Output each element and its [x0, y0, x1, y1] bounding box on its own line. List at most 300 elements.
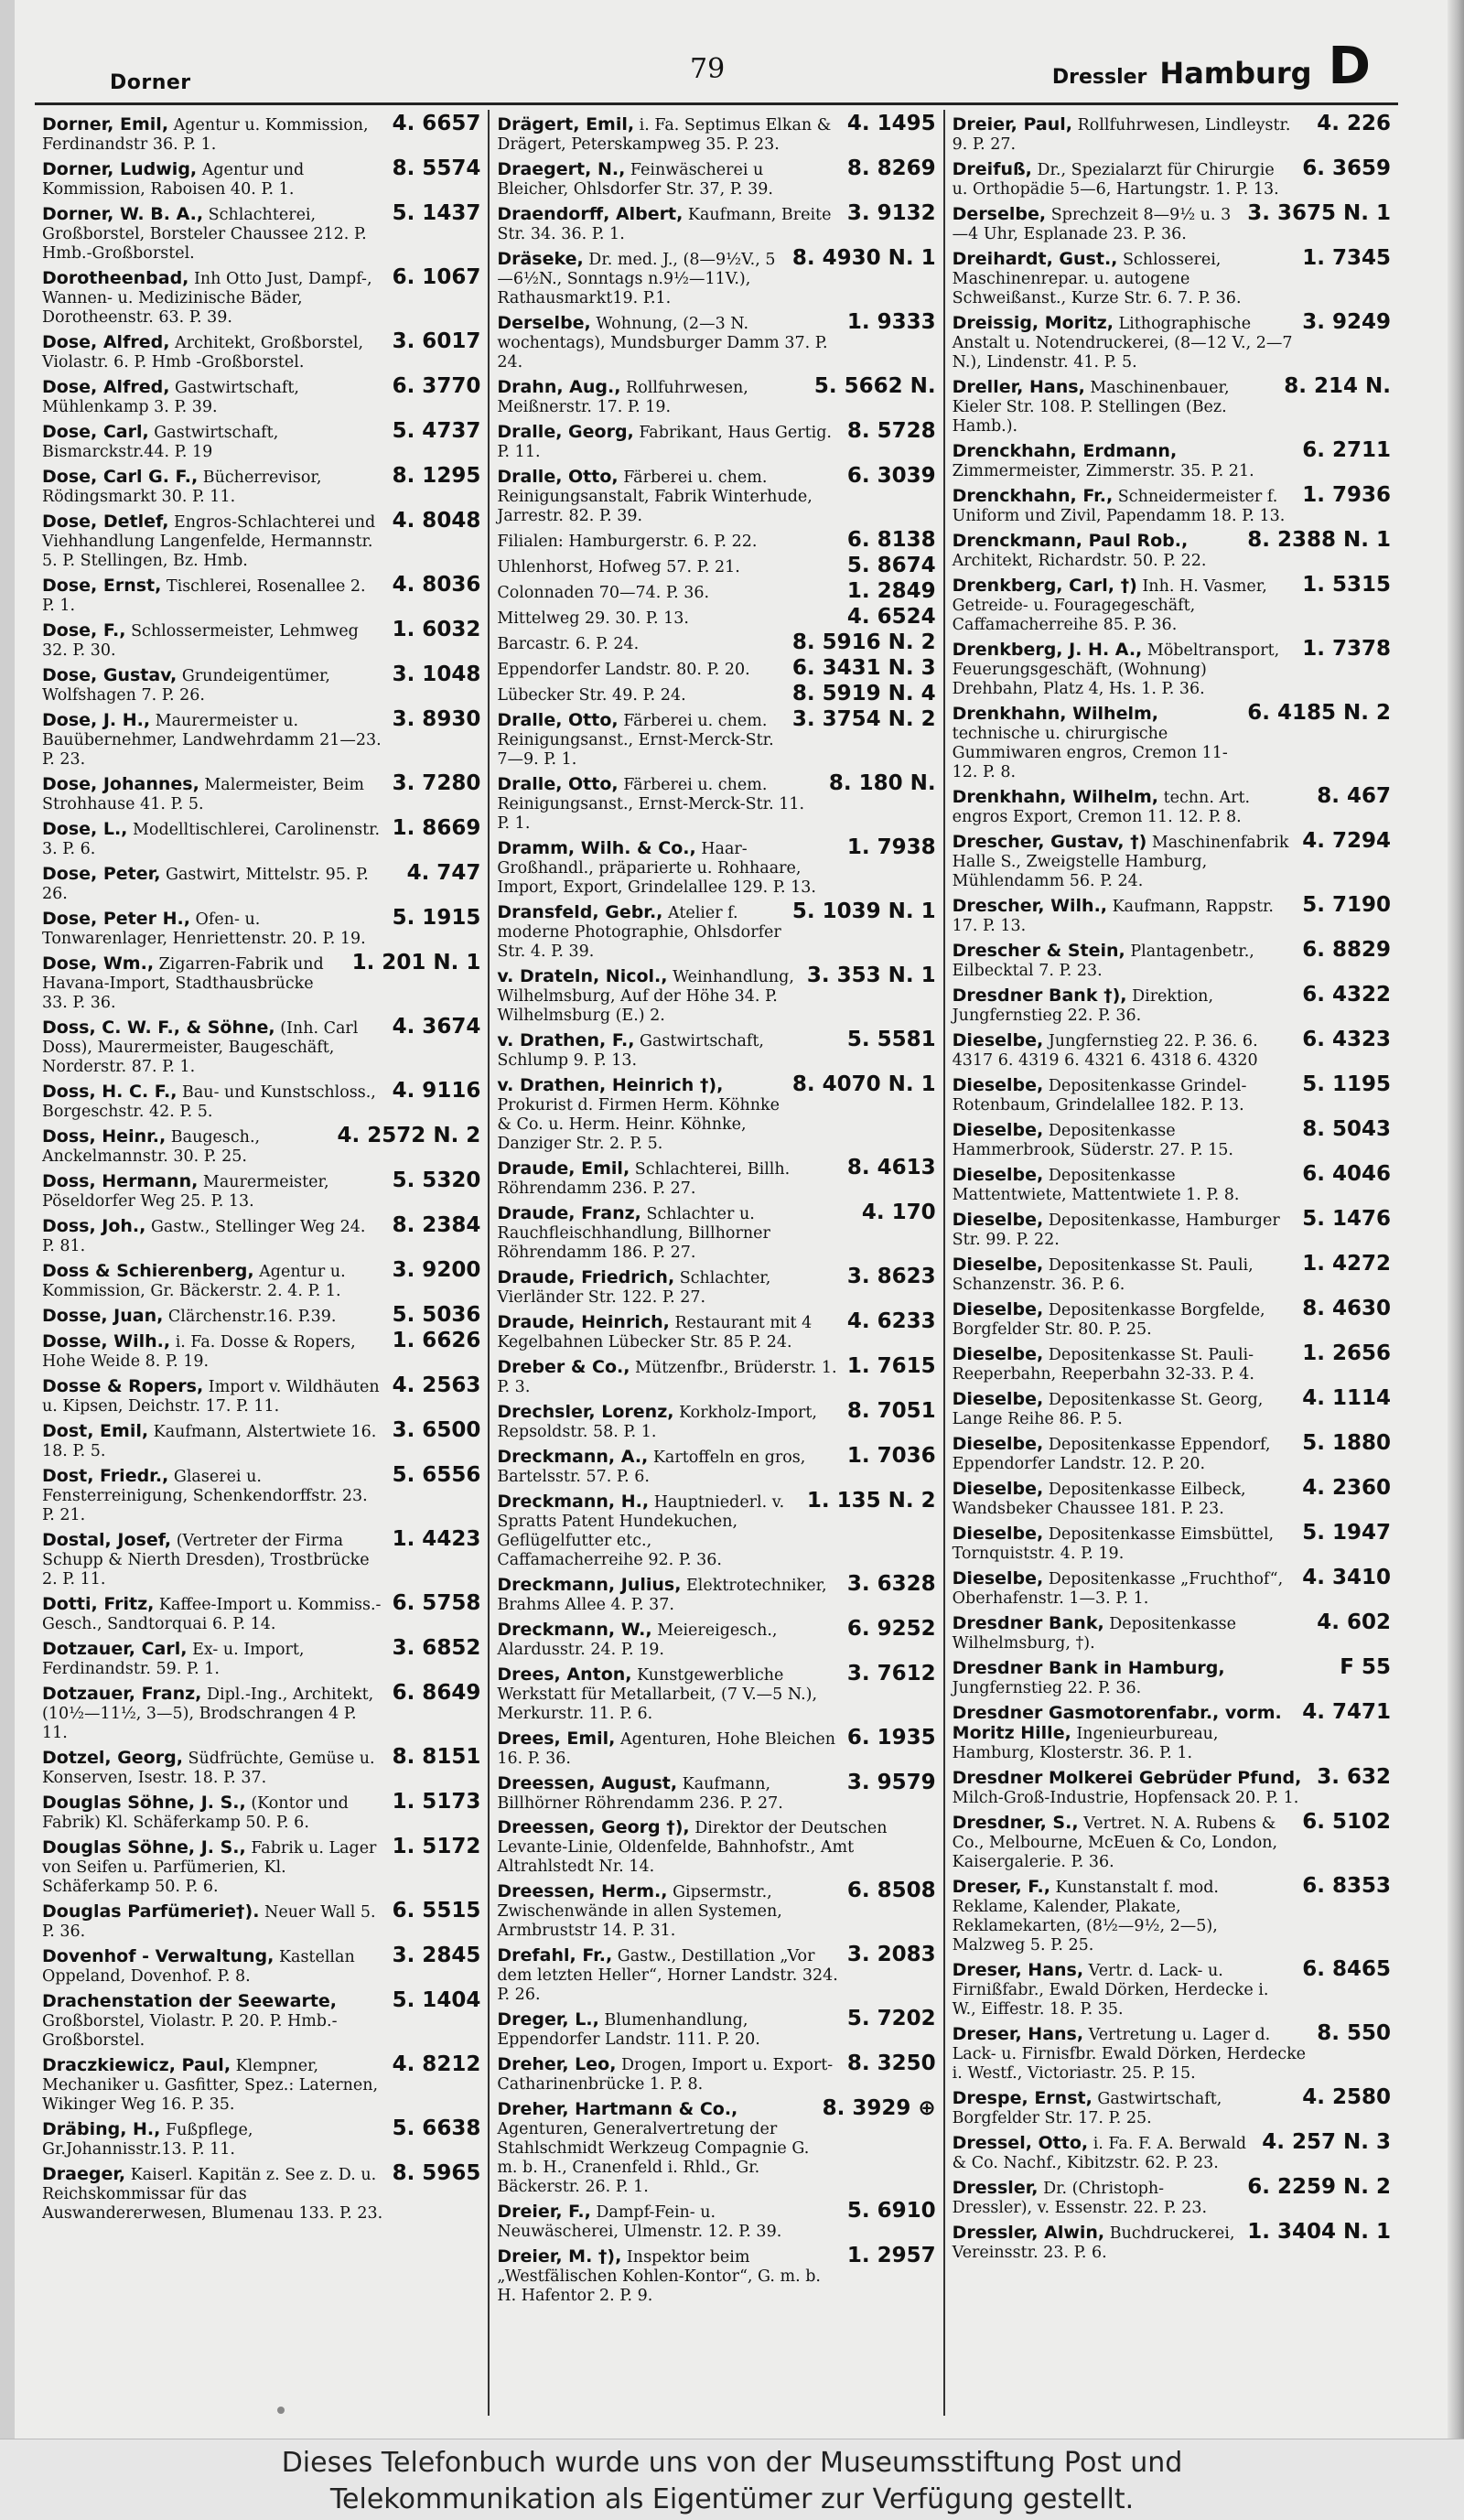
entry-phone: 4. 3410	[1302, 1566, 1391, 1589]
entry-text	[953, 314, 1294, 372]
entry-name: Dose, Ernst,	[42, 576, 162, 596]
entry-phone: 6. 8138	[846, 528, 936, 552]
entry-address: Dr. med. J., (8—9½V., 5—6½N., Sonntags n.9½—11V.), Rathausmarkt19. P.1.	[497, 251, 776, 307]
directory-entry	[952, 483, 1391, 526]
entry-body	[42, 1681, 481, 1743]
entry-text	[42, 1262, 383, 1301]
entry-name: Dost, Friedr.,	[42, 1466, 169, 1486]
entry-address: Südfrüchte, Gemüse u. Konserven, Isestr. 18. P. 37.	[42, 1750, 375, 1787]
entry-text	[497, 205, 838, 244]
entry-body	[42, 1418, 481, 1461]
entry-text	[953, 1435, 1294, 1474]
entry-body	[42, 265, 481, 328]
directory-entry	[953, 1030, 1391, 1071]
directory-entry	[497, 2009, 935, 2050]
entry-body	[952, 438, 1391, 481]
entry-body	[953, 1299, 1391, 1340]
entry-body	[42, 2161, 481, 2224]
entry-body	[952, 1810, 1391, 1872]
entry-body	[497, 605, 936, 629]
entry-name: Dorotheenbad,	[42, 268, 189, 288]
entry-address: Direktion, Jungfernstieg 22. P. 36.	[952, 987, 1214, 1025]
entry-text	[953, 833, 1294, 891]
entry-address: Depositenkasse Eilbeck, Wandsbeker Chaussee 181. P. 23.	[952, 1481, 1246, 1518]
entry-body	[42, 1745, 481, 1788]
directory-entry	[497, 556, 935, 577]
entry-body	[42, 1463, 481, 1525]
entry-phone: 5. 1437	[392, 201, 481, 225]
entry-body	[42, 816, 481, 859]
entry-text	[953, 1031, 1294, 1071]
directory-entry	[42, 1463, 481, 1525]
entry-phone: 1. 2849	[846, 579, 936, 603]
directory-entry	[952, 938, 1391, 981]
entry-body	[952, 1476, 1391, 1519]
entry-phone: 3. 2845	[392, 1944, 481, 1967]
entry-address: Gastw., Stellinger Weg 24. P. 81.	[42, 1218, 366, 1255]
entry-body	[952, 938, 1391, 981]
entry-text	[497, 250, 783, 308]
entry-phone: 6. 8829	[1302, 938, 1391, 962]
entry-text	[953, 1524, 1294, 1564]
directory-entry	[42, 1636, 481, 1679]
entry-address: Depositenkasse „Fruchthof“, Oberhafenstr. 1—3. P. 1.	[952, 1570, 1284, 1608]
entry-phone: 4. 1114	[1302, 1386, 1391, 1410]
entry-phone: 4. 1495	[846, 112, 936, 135]
page-edge	[1448, 0, 1464, 2439]
entry-address: Färberei u. chem. Reinigungsanst., Ernst-Merck-Str. 7—9. P. 1.	[497, 712, 774, 769]
entry-phone: 3. 3675 N. 1	[1247, 201, 1391, 225]
directory-entry	[42, 1527, 481, 1589]
directory-entry	[497, 1773, 935, 1814]
entry-name: Dostal, Josef,	[42, 1530, 172, 1550]
entry-phone: 1. 2656	[1302, 1341, 1391, 1365]
entry-text	[497, 1665, 838, 1724]
entry-body	[42, 1213, 481, 1256]
entry-body	[42, 953, 480, 1013]
entry-phone: 8. 4930 N. 1	[791, 246, 936, 270]
entry-name: Dreckmann, Julius,	[497, 1575, 682, 1595]
entry-body	[952, 1117, 1391, 1160]
entry-name: Dransfeld, Gebr.,	[497, 902, 663, 922]
entry-phone: 1. 5315	[1302, 573, 1391, 597]
directory-entry	[42, 771, 481, 814]
directory-entry	[497, 528, 936, 552]
entry-phone: 6. 4322	[1302, 983, 1391, 1007]
entry-address: Schlosserei, Maschinenrepar. u. autogene Schweißanst., Kurze Str. 6. 7. P. 36.	[952, 251, 1242, 307]
directory-entry	[497, 1354, 936, 1397]
entry-text	[42, 1992, 383, 2051]
entry-phone: 6. 8465	[1302, 1957, 1391, 1981]
entry-address: Architekt, Richardstr. 50. P. 22.	[952, 552, 1207, 570]
column-3	[945, 110, 1398, 2434]
entry-text	[42, 954, 343, 1013]
entry-text	[497, 557, 740, 577]
entry-name: Dose, J. H.,	[42, 710, 151, 730]
directory-entry	[42, 201, 481, 264]
entry-phone: 5. 5320	[392, 1168, 481, 1192]
directory-entry	[42, 156, 481, 199]
entry-text	[497, 378, 805, 417]
entry-body	[42, 1168, 481, 1212]
directory-entry	[497, 464, 936, 526]
entry-text	[42, 910, 383, 949]
entry-phone: 3. 632	[1317, 1765, 1391, 1789]
entry-body	[952, 528, 1391, 571]
entry-phone: 1. 4423	[392, 1527, 481, 1551]
entry-body	[952, 1341, 1391, 1384]
entry-text	[953, 897, 1294, 936]
directory-entry	[42, 329, 481, 372]
directory-entry	[952, 2085, 1391, 2128]
directory-entry	[952, 1655, 1391, 1698]
entry-address: Kaffee-Import u. Kommiss.-Gesch., Sandtorquai 6. P. 14.	[42, 1596, 382, 1633]
entry-phone: 5. 1039 N. 1	[791, 899, 936, 923]
directory-entry	[497, 246, 936, 308]
entry-address: Vertretung u. Lager d. Lack- u. Firnisfbr. Ewald Dörken, Herdecke i. Westf., Victoriastr. 25. P. 15.	[952, 2026, 1307, 2083]
entry-name: Draendorff, Albert,	[497, 204, 684, 224]
entry-name: Dreher, Hartmann & Co.,	[497, 2099, 738, 2119]
entry-body	[497, 374, 936, 417]
entry-address: Rollfuhrwesen, Lindleystr. 9. P. 27.	[952, 116, 1291, 154]
entry-name: Draegert, N.,	[497, 159, 626, 179]
header-first-entry: Dorner	[110, 71, 191, 94]
entry-text	[497, 2010, 838, 2050]
entry-text	[42, 1531, 383, 1589]
entry-body	[952, 374, 1391, 436]
entry-address: Prokurist d. Firmen Herm. Köhnke & Co. u. Herm. Heinr. Köhnke, Danziger Str. 2. P. 5.	[497, 1096, 780, 1153]
entry-name: Douglas Parfümerie†).	[42, 1901, 260, 1922]
entry-text	[953, 487, 1294, 526]
entry-phone: 4. 226	[1317, 112, 1391, 135]
entry-address: Direktor der Deutschen Levante-Linie, Oldenfelde, Bahnhofstr., Amt Altrahlstedt Nr. 14.	[497, 1819, 888, 1876]
directory-entry	[952, 1700, 1391, 1763]
entry-name: Dralle, Otto,	[497, 774, 619, 794]
entry-text	[497, 1729, 838, 1769]
entry-body	[497, 464, 936, 526]
entry-text	[497, 1403, 838, 1442]
entry-text	[953, 115, 1308, 155]
entry-body	[497, 1030, 935, 1071]
entry-phone: 1. 135 N. 2	[806, 1489, 936, 1513]
entry-text	[953, 1814, 1294, 1872]
entry-phone: 6. 8353	[1302, 1874, 1391, 1898]
entry-phone: 3. 9132	[846, 201, 936, 225]
entry-text	[497, 903, 783, 962]
entry-phone: 5. 6910	[846, 2199, 936, 2223]
entry-address: Schlachter, Vierländer Str. 122. P. 27.	[497, 1269, 771, 1307]
entry-body	[952, 156, 1391, 199]
directory-entry	[952, 1610, 1391, 1653]
entry-text	[497, 967, 798, 1026]
entry-name: Drescher, Wilh.,	[952, 896, 1108, 916]
entry-address: Ingenieurbureau, Hamburg, Klosterstr. 36. P. 1.	[952, 1725, 1219, 1762]
entry-body	[497, 310, 936, 372]
entry-body	[42, 861, 481, 904]
entry-phone: 5. 5581	[846, 1028, 936, 1051]
entry-name: Derselbe,	[497, 313, 591, 333]
directory-entry	[42, 1681, 481, 1743]
directory-entry	[952, 2021, 1391, 2084]
directory-entry	[42, 464, 481, 507]
directory-entry	[952, 573, 1391, 635]
entry-text	[42, 1793, 383, 1833]
directory-entry	[953, 1299, 1391, 1340]
entry-name: Dreessen, Herm.,	[497, 1881, 668, 1901]
entry-text	[497, 634, 639, 654]
entry-text	[42, 1467, 383, 1525]
entry-text	[42, 512, 383, 571]
directory-entry	[497, 2096, 936, 2197]
directory-entry	[952, 156, 1391, 199]
entry-body	[497, 771, 936, 834]
entry-address: Modelltischlerei, Carolinenstr. 3. P. 6.	[42, 821, 381, 858]
directory-entry	[42, 1126, 480, 1167]
entry-address: Schlachterei, Großborstel, Borsteler Chaussee 212. P. Hmb.-Großborstel.	[42, 206, 367, 263]
entry-name: Dieselbe,	[952, 1479, 1044, 1499]
entry-body	[497, 1203, 935, 1263]
header-city: Hamburg	[1159, 56, 1312, 91]
entry-address: Kaufmann, Rappstr. 17. P. 13.	[952, 898, 1274, 935]
entry-name: Dost, Emil,	[42, 1421, 149, 1441]
directory-entry	[497, 374, 936, 417]
entry-text	[497, 685, 685, 705]
directory-entry	[952, 1810, 1391, 1872]
entry-name: Dieselbe,	[952, 1568, 1044, 1588]
entry-body	[952, 1765, 1391, 1808]
entry-text	[42, 1595, 383, 1634]
entry-body	[42, 1258, 481, 1301]
entry-address: Atelier f. moderne Photographie, Ohlsdorfer Str. 4. P. 39.	[497, 904, 781, 961]
entry-text	[42, 1749, 383, 1788]
entry-name: Dralle, Otto,	[497, 467, 619, 487]
entry-address: Dampf-Fein- u. Neuwäscherei, Ulmenstr. 12. P. 39.	[497, 2203, 782, 2241]
entry-phone: 8. 180 N.	[828, 771, 936, 795]
entry-address: Ofen- u. Tonwarenlager, Henriettenstr. 20. P. 19.	[42, 910, 366, 948]
entry-address: Lübecker Str. 49. P. 24.	[497, 686, 686, 705]
entry-body	[952, 2130, 1391, 2173]
entry-phone: 4. 6524	[846, 605, 936, 629]
entry-address: Mützenfbr., Brüderstr. 1. P. 3.	[497, 1359, 837, 1396]
directory-entry	[497, 1664, 935, 1724]
entry-address: Maurermeister, Pöseldorfer Weg 25. P. 13.	[42, 1173, 329, 1211]
entry-text	[497, 583, 709, 603]
entry-text	[953, 1300, 1294, 1340]
entry-address: Färberei u. chem. Reinigungsanstalt, Fabrik Winterhude, Jarrestr. 82. P. 39.	[497, 468, 813, 525]
entry-name: Draeger,	[42, 2164, 126, 2184]
entry-phone: 5. 1476	[1302, 1207, 1391, 1231]
entry-text	[497, 115, 838, 155]
entry-text	[42, 820, 383, 859]
entry-body	[952, 1610, 1391, 1653]
entry-name: Drees, Anton,	[497, 1664, 632, 1685]
entry-body	[42, 374, 481, 417]
entry-text	[953, 1569, 1294, 1609]
entry-address: Dr., Spezialarzt für Chirurgie u. Orthopädie 5—6, Hartungstr. 1. P. 13.	[952, 161, 1279, 199]
entry-phone: 1. 7936	[1302, 483, 1391, 507]
entry-body	[42, 464, 481, 507]
directory-entry	[42, 1988, 481, 2051]
entry-name: Dieselbe,	[952, 1299, 1044, 1319]
entry-phone: 1. 7378	[1302, 637, 1391, 661]
entry-body	[497, 630, 936, 654]
directory-entry	[497, 1267, 935, 1308]
entry-phone: 3. 2083	[846, 1943, 936, 1966]
entry-name: Draude, Friedrich,	[497, 1267, 675, 1287]
entry-phone: 6. 9252	[846, 1617, 936, 1641]
entry-address: Depositenkasse Eimsbüttel, Tornquiststr. 4. P. 19.	[952, 1525, 1275, 1563]
directory-entry	[497, 1399, 936, 1442]
entry-phone: 1. 7345	[1302, 246, 1391, 270]
entry-address: Plantagenbetr., Eilbecktal 7. P. 23.	[952, 942, 1254, 980]
entry-address: Architekt, Großborstel, Violastr. 6. P. Hmb -Großborstel.	[42, 334, 364, 372]
entry-name: Drachenstation der Seewarte,	[42, 1991, 338, 2011]
entry-phone: 3. 6328	[846, 1572, 936, 1596]
directory-entry	[42, 1418, 481, 1461]
entry-text	[953, 1076, 1294, 1115]
entry-phone: 5. 1880	[1302, 1431, 1391, 1455]
directory-entry	[42, 707, 481, 770]
directory-entry	[952, 701, 1391, 782]
entry-phone: 4. 8036	[392, 573, 481, 597]
directory-entry	[497, 201, 936, 244]
entry-name: Dreessen, August,	[497, 1773, 678, 1793]
entry-phone: 5. 6638	[392, 2116, 481, 2140]
entry-text	[953, 1166, 1294, 1205]
entry-text	[42, 576, 383, 616]
page-number: 79	[690, 53, 726, 85]
entry-text	[497, 532, 757, 552]
entry-body	[952, 1521, 1391, 1564]
entry-address: Agenturen, Hohe Bleichen 16. P. 36.	[497, 1730, 835, 1768]
entry-text	[497, 839, 838, 898]
directory-entry	[42, 1837, 480, 1897]
entry-address: Schlachter u. Rauchfleischhandlung, Billhorner Röhrendamm 186. P. 27.	[497, 1205, 770, 1262]
entry-body	[952, 201, 1391, 244]
directory-entry	[42, 816, 481, 859]
entry-text	[42, 1332, 383, 1372]
entry-body	[952, 893, 1391, 936]
entry-name: Dieselbe,	[952, 1120, 1044, 1140]
entry-body	[497, 1309, 936, 1352]
entry-body	[42, 419, 481, 462]
entry-text	[497, 1313, 838, 1352]
header-right	[1052, 37, 1371, 96]
entry-body	[497, 1267, 935, 1308]
entry-phone: 1. 2957	[846, 2244, 936, 2267]
entry-body	[952, 2175, 1391, 2218]
entry-address: Fabrikant, Haus Gertig. P. 11.	[497, 424, 832, 461]
entry-phone: 5. 8674	[846, 554, 936, 577]
footer-line-2: Telekommunikation als Eigentümer zur Verfügung gestellt.	[329, 2483, 1135, 2515]
entry-phone: 1. 7615	[846, 1354, 936, 1378]
entry-body	[952, 1431, 1391, 1474]
entry-phone: 3. 7612	[846, 1662, 936, 1685]
entry-address: Eppendorfer Landstr. 80. P. 20.	[497, 661, 750, 679]
entry-body	[42, 1988, 481, 2051]
entry-text	[497, 1159, 838, 1199]
entry-text	[953, 705, 1239, 782]
entry-text	[42, 1640, 383, 1679]
entry-body	[42, 1303, 481, 1327]
directory-entry	[952, 201, 1391, 244]
entry-phone: 1. 4272	[1302, 1252, 1391, 1276]
entry-address: Agentur und Kommission, Raboisen 40. P. 1.	[42, 161, 305, 199]
entry-address: Depositenkasse St. Georg, Lange Reihe 86. P. 5.	[952, 1391, 1264, 1428]
entry-address: Glaserei u. Fensterreinigung, Schenkendorffstr. 23. P. 21.	[42, 1468, 368, 1524]
entry-name: Dose, Peter,	[42, 864, 161, 884]
entry-address: Bau- und Kunstschloss., Borgeschstr. 42. P. 5.	[42, 1083, 376, 1121]
entry-name: Dovenhof - Verwaltung,	[42, 1946, 274, 1966]
entry-address: Tischlerei, Rosenallee 2. P. 1.	[42, 577, 366, 615]
directory-entry	[952, 1162, 1391, 1205]
entry-body	[497, 2054, 935, 2095]
entry-phone: 4. 9116	[392, 1079, 481, 1103]
entry-phone: 5. 7202	[846, 2007, 936, 2030]
entry-text	[42, 711, 383, 770]
entry-address: Maschinenbauer, Kieler Str. 108. P. Stellingen (Bez. Hamb.).	[952, 379, 1230, 436]
entry-address: Gastwirtschaft, Borgfelder Str. 17. P. 25.	[952, 2090, 1222, 2127]
entry-body	[497, 556, 935, 577]
entry-phone: 6. 2259 N. 2	[1247, 2175, 1391, 2199]
entry-phone: 4. 2360	[1302, 1476, 1391, 1500]
entry-text	[497, 711, 783, 770]
entry-phone: 6. 8508	[846, 1879, 936, 1902]
entry-body	[497, 1158, 935, 1199]
directory-entry	[42, 620, 480, 661]
entry-name: Dressel, Otto,	[952, 2133, 1089, 2153]
entry-name: Draude, Emil,	[497, 1158, 630, 1179]
entry-name: Drespe, Ernst,	[952, 2088, 1093, 2108]
entry-body	[952, 1700, 1391, 1763]
entry-text	[42, 1172, 383, 1212]
entry-phone: 8. 5919 N. 4	[791, 682, 936, 705]
entry-address: technische u. chirurgische Gummiwaren engros, Cremon 11-12. P. 8.	[952, 725, 1228, 781]
page-header	[35, 0, 1389, 96]
entry-name: Dreller, Hans,	[952, 377, 1085, 397]
entry-name: Dreber & Co.,	[497, 1357, 630, 1377]
entry-name: Dramm, Wilh. & Co.,	[497, 838, 696, 858]
directory-entry	[42, 573, 481, 616]
entry-address: Gipsermstr., Zwischenwände in allen Systemen, Armbruststr 14. P. 31.	[497, 1883, 782, 1940]
entry-address: Kastellan Oppeland, Dovenhof. P. 8.	[42, 1948, 355, 1986]
entry-address: Bücherrevisor, Rödingsmarkt 30. P. 11.	[42, 468, 322, 506]
directory-entry	[42, 1901, 480, 1942]
entry-body	[497, 2246, 935, 2306]
entry-text	[953, 205, 1239, 244]
entry-body	[42, 1015, 481, 1077]
entry-text	[953, 576, 1294, 635]
entry-body	[952, 1252, 1391, 1295]
entry-body	[497, 114, 935, 155]
directory-entry	[42, 1331, 480, 1372]
entry-text	[497, 1576, 838, 1615]
directory-entry	[497, 1489, 936, 1570]
entry-body	[42, 1331, 480, 1372]
entry-phone: 6. 2711	[1302, 438, 1391, 462]
entry-name: Dorner, W. B. A.,	[42, 204, 204, 224]
entry-phone: 8. 550	[1317, 2021, 1391, 2045]
entry-text	[497, 1268, 838, 1308]
entry-phone: 8. 5043	[1302, 1117, 1391, 1141]
entry-name: Derselbe,	[952, 204, 1047, 224]
entry-address: Agentur u. Kommission, Gr. Bäckerstr. 2. 4. P. 1.	[42, 1263, 346, 1300]
entry-name: Drenckhahn, Fr.,	[952, 486, 1114, 506]
entry-text	[953, 2179, 1239, 2218]
directory-entry	[497, 684, 935, 705]
entry-name: Dose, Carl,	[42, 422, 149, 442]
entry-address: Gastwirtschaft, Mühlenkamp 3. P. 39.	[42, 379, 299, 416]
